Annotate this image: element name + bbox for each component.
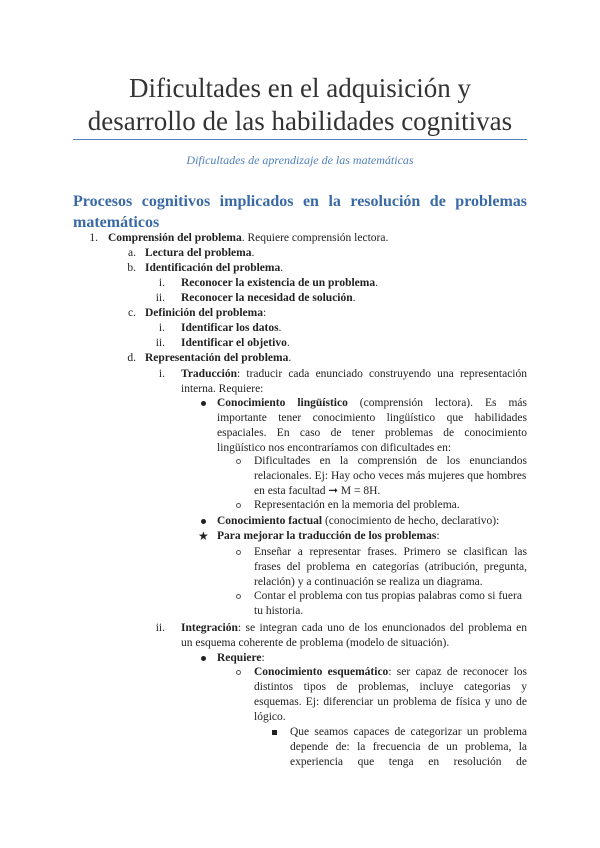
bullet-dot-icon bbox=[201, 656, 206, 661]
list-item bbox=[181, 291, 356, 306]
title-divider bbox=[73, 139, 527, 140]
item-bold: Traducción bbox=[181, 368, 238, 380]
list-item bbox=[181, 367, 527, 382]
item-text: . bbox=[251, 247, 255, 259]
list-item bbox=[254, 665, 527, 680]
item-bold: Identificación del problema bbox=[145, 262, 281, 274]
list-item-continuation: tu historia. bbox=[254, 605, 304, 617]
item-bold: Integración bbox=[181, 622, 238, 634]
list-item bbox=[145, 261, 283, 276]
list-item-continuation: experiencia que tenga en resolución de bbox=[290, 756, 527, 768]
list-item-continuation: lógico. bbox=[254, 711, 286, 723]
item-bold: Reconocer la necesidad de solución bbox=[181, 292, 353, 304]
item-text: : traducir cada enunciado construyendo una representación bbox=[237, 368, 527, 380]
list-item-continuation: lingüístico nos encontraríamos con dificultades en: bbox=[217, 442, 452, 454]
list-item bbox=[145, 306, 266, 321]
list-item bbox=[181, 621, 527, 636]
item-text: : bbox=[262, 307, 267, 319]
list-item bbox=[217, 514, 499, 529]
item-text: . Requiere comprensión lectora. bbox=[241, 232, 389, 244]
item-bold: Identificar el objetivo bbox=[181, 337, 287, 349]
bullet-ring-icon bbox=[236, 670, 241, 675]
list-item-continuation: un esquema coherente de problema (modelo de situación). bbox=[181, 637, 450, 649]
list-item bbox=[217, 651, 265, 666]
list-item: Representación en la memoria del problema. bbox=[254, 499, 460, 511]
list-item-continuation: interna. Requiere: bbox=[181, 383, 264, 395]
bullet-ring-icon bbox=[236, 459, 241, 464]
list-item bbox=[181, 276, 378, 291]
list-marker: ii. bbox=[155, 622, 165, 634]
title-line-1: Dificultades en el adquisición y bbox=[129, 73, 471, 103]
item-text: . bbox=[375, 277, 378, 289]
list-marker: d. bbox=[127, 352, 136, 364]
list-marker: 1. bbox=[89, 232, 98, 244]
list-item-continuation: relacionales. Ej: Hay ocho veces más mujeres que hombres bbox=[254, 470, 527, 482]
section-heading: Procesos cognitivos implicados en la resolución de problemas matemáticos bbox=[73, 193, 527, 231]
item-bold: Definición del problema bbox=[145, 307, 263, 319]
list-item: Que seamos capaces de categorizar un problema bbox=[290, 726, 527, 738]
bullet-square-icon bbox=[272, 730, 277, 735]
list-item-continuation: importante tener conocimiento lingüístico que habilidades bbox=[217, 412, 527, 424]
item-text: . bbox=[352, 292, 356, 304]
list-item bbox=[181, 321, 281, 336]
item-text: . bbox=[278, 322, 282, 334]
list-item-continuation: depende de: la frecuencia de un problema, la bbox=[290, 741, 527, 753]
item-text: : bbox=[261, 652, 265, 664]
title-line-2: desarrollo de las habilidades cognitivas bbox=[87, 106, 513, 136]
list-item-continuation: frases del problema en categorías (atribución, pregunta, bbox=[254, 561, 527, 573]
bullet-ring-icon bbox=[236, 503, 241, 508]
list-item: Dificultades en la comprensión de los enunciandos bbox=[254, 455, 527, 467]
item-bold: Conocimiento lingüístico bbox=[217, 397, 348, 409]
item-text: . bbox=[286, 337, 290, 349]
bullet-ring-icon bbox=[236, 550, 241, 555]
item-bold: Representación del problema bbox=[145, 352, 289, 364]
list-item-continuation: espaciales. En caso de tener problemas de conocimiento bbox=[217, 427, 527, 439]
item-text: (comprensión lectora). Es más bbox=[347, 397, 527, 409]
item-text: . bbox=[280, 262, 284, 274]
list-marker: i. bbox=[158, 322, 165, 334]
list-item-continuation: en esta facultad ➞ M = 8H. bbox=[254, 485, 381, 497]
list-item-continuation: relación) y a continuación se realiza un diagrama. bbox=[254, 576, 483, 588]
list-marker: c. bbox=[128, 307, 136, 319]
list-marker: b. bbox=[127, 262, 136, 274]
item-bold: Comprensión del problema bbox=[108, 232, 242, 244]
item-text: : ser capaz de reconocer los bbox=[388, 666, 527, 678]
list-item bbox=[217, 529, 440, 544]
list-item-continuation: esquemas. Ej: diferenciar un problema de física y uno de bbox=[254, 696, 527, 708]
item-bold: Requiere bbox=[217, 652, 262, 664]
list-item bbox=[145, 246, 254, 261]
item-bold: Reconocer la existencia de un problema bbox=[181, 277, 376, 289]
item-bold: Para mejorar la traducción de los problemas bbox=[217, 530, 437, 542]
list-marker: a. bbox=[128, 247, 136, 259]
item-text: : bbox=[436, 530, 440, 542]
item-text: . bbox=[288, 352, 292, 364]
list-item-continuation: distintos tipos de problemas, incluye categorias y bbox=[254, 681, 527, 693]
item-bold: Conocimiento esquemático bbox=[254, 666, 389, 678]
bullet-dot-icon bbox=[201, 401, 206, 406]
item-text: : se integran cada uno de los enuncionados del problema en bbox=[237, 622, 527, 634]
list-item: Contar el problema con tus propias palabras como si fuera bbox=[254, 590, 522, 602]
document-title bbox=[60, 72, 540, 138]
list-marker: ii. bbox=[155, 292, 165, 304]
list-item bbox=[181, 336, 290, 351]
list-item bbox=[217, 396, 527, 411]
bullet-ring-icon bbox=[236, 594, 241, 599]
star-bullet-icon: ★ bbox=[198, 529, 209, 543]
item-bold: Conocimiento factual bbox=[217, 515, 323, 527]
list-item bbox=[145, 351, 291, 366]
item-bold: Lectura del problema bbox=[145, 247, 252, 259]
item-bold: Identificar los datos bbox=[181, 322, 279, 334]
list-item: Enseñar a representar frases. Primero se clasifican las bbox=[254, 546, 527, 558]
list-marker: i. bbox=[158, 368, 165, 380]
list-marker: ii. bbox=[155, 337, 165, 349]
list-marker: i. bbox=[158, 277, 165, 289]
item-text: (conocimiento de hecho, declarativo): bbox=[322, 515, 500, 527]
bullet-dot-icon bbox=[201, 519, 206, 524]
document-subtitle: Dificultades de aprendizaje de las matemáticas bbox=[186, 153, 414, 167]
list-item bbox=[108, 231, 388, 246]
